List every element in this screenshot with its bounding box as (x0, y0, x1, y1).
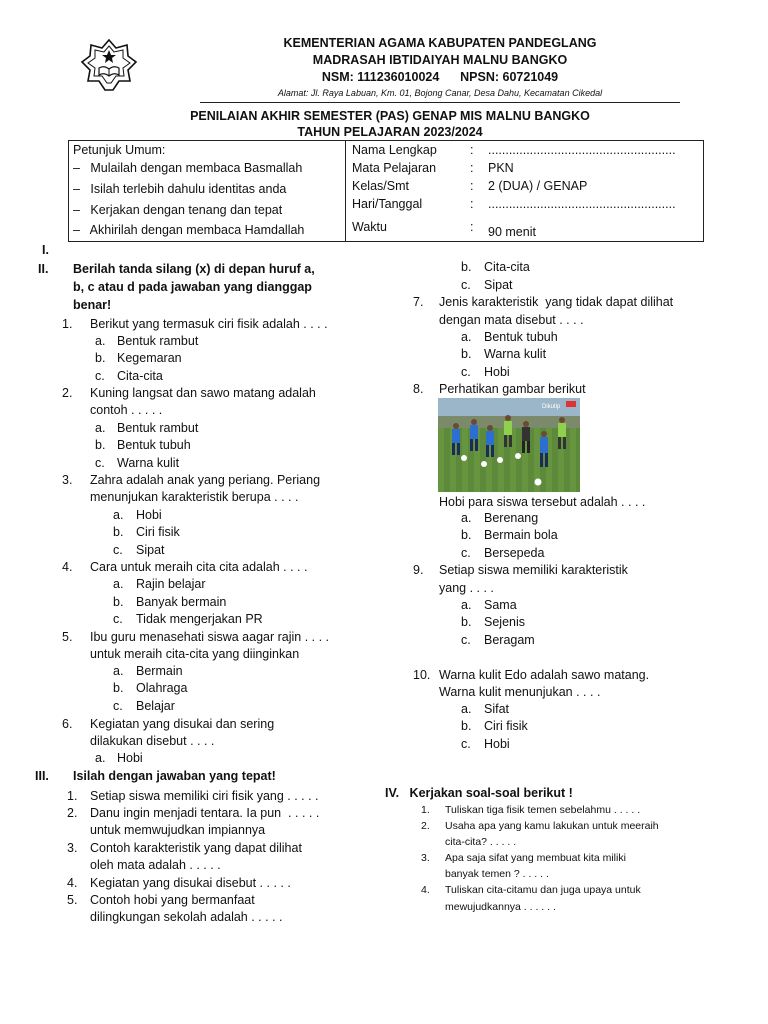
question-number: 4. (62, 560, 73, 574)
option-text: Bermain bola (484, 528, 558, 542)
question-text: banyak temen ? . . . . . (445, 868, 549, 880)
identity-date-value: ...................................................... (488, 197, 676, 211)
option-text: Hobi (484, 737, 510, 751)
option-letter: c. (113, 699, 123, 713)
option-letter: b. (95, 351, 106, 365)
option-text: Bermain (136, 664, 183, 678)
option-letter: a. (461, 702, 472, 716)
instructions-heading: Petunjuk Umum: (73, 143, 166, 157)
question-text: dengan mata disebut . . . . (439, 313, 584, 327)
question-number: 1. (421, 804, 430, 816)
option-text: Sifat (484, 702, 510, 716)
option-text: Ciri fisik (136, 525, 180, 539)
question-text: Cara untuk meraih cita cita adalah . . . . (90, 560, 308, 574)
option-text: Sipat (484, 278, 513, 292)
option-letter: b. (461, 719, 472, 733)
question-text: contoh . . . . . (90, 403, 163, 417)
option-letter: a. (95, 751, 106, 765)
section-3-number: III. (35, 769, 49, 783)
ball (515, 453, 521, 459)
identity-label: Waktu (352, 220, 387, 234)
identity-class-value: 2 (DUA) / GENAP (488, 179, 588, 193)
question-text: Warna kulit Edo adalah sawo matang. (439, 668, 650, 682)
option-letter: c. (461, 737, 471, 751)
question-number: 5. (67, 893, 78, 907)
question-text: Setiap siswa memiliki ciri fisik yang . . . . . (90, 789, 319, 803)
option-text: Beragam (484, 633, 535, 647)
option-letter: a. (461, 598, 472, 612)
question-text: Tuliskan cita-citamu dan juga upaya untuk (445, 884, 641, 896)
question-text: Usaha apa yang kamu lakukan untuk meeraih (445, 820, 659, 832)
identity-colon: : (470, 161, 474, 175)
question-text: Hobi para siswa tersebut adalah . . . . (439, 495, 646, 509)
question-number: 3. (62, 473, 73, 487)
question-text: Jenis karakteristik yang tidak dapat dilihat (439, 295, 674, 309)
question-number: 1. (62, 317, 73, 331)
option-text: Sejenis (484, 615, 525, 629)
question-text: Tuliskan tiga fisik temen sebelahmu . . . . . (445, 804, 641, 816)
option-text: Berenang (484, 511, 539, 525)
identity-label: Nama Lengkap (352, 143, 437, 157)
football-photo (438, 398, 580, 492)
question-number: 2. (421, 820, 430, 832)
question-text: Contoh hobi yang bermanfaat (90, 893, 255, 907)
school-name: MADRASAH IBTIDAIYAH MALNU BANGKO (312, 53, 568, 67)
option-letter: b. (113, 525, 124, 539)
question-text: Zahra adalah anak yang periang. Periang (90, 473, 321, 487)
identity-colon: : (470, 197, 474, 211)
question-number: 2. (67, 806, 78, 820)
question-number: 4. (67, 876, 78, 890)
ball (481, 461, 487, 467)
identity-colon: : (470, 179, 474, 193)
option-text: Hobi (484, 365, 510, 379)
info-box-divider (345, 140, 346, 241)
option-letter: c. (95, 369, 105, 383)
section-2-number: II. (38, 262, 49, 276)
option-text: Cita-cita (484, 260, 530, 274)
question-text: yang . . . . (439, 581, 494, 595)
section-1-number: I. (42, 243, 49, 257)
option-text: Banyak bermain (136, 595, 227, 609)
option-text: Sipat (136, 543, 165, 557)
question-text: Contoh karakteristik yang dapat dilihat (90, 841, 302, 855)
school-address: Alamat: Jl. Raya Labuan, Km. 01, Bojong Canar, Desa Dahu, Kecamatan Cikedal (277, 88, 603, 98)
option-letter: b. (113, 595, 124, 609)
question-number: 9. (413, 563, 424, 577)
ministry-emblem-icon (80, 38, 138, 92)
option-text: Belajar (136, 699, 175, 713)
question-number: 6. (62, 717, 73, 731)
question-number: 5. (62, 630, 73, 644)
section-2-title: b, c atau d pada jawaban yang dianggap (73, 280, 312, 294)
option-text: Bentuk tubuh (117, 438, 191, 452)
question-text: Berikut yang termasuk ciri fisik adalah . . . . (90, 317, 328, 331)
option-letter: a. (113, 577, 124, 591)
question-number: 7. (413, 295, 424, 309)
exam-year: TAHUN PELAJARAN 2023/2024 (297, 125, 483, 139)
identity-name-value: ...................................................... (488, 143, 676, 157)
question-text: Perhatikan gambar berikut (439, 382, 586, 396)
option-letter: a. (95, 334, 106, 348)
question-text: Warna kulit menunjukan . . . . (439, 685, 601, 699)
question-text: dilingkungan sekolah adalah . . . . . (90, 910, 283, 924)
identity-label: Mata Pelajaran (352, 161, 437, 175)
identity-subject-value: PKN (488, 161, 514, 175)
section-2-title: benar! (73, 298, 112, 312)
identity-time-value: 90 menit (488, 225, 536, 239)
option-text: Bentuk rambut (117, 334, 199, 348)
option-text: Ciri fisik (484, 719, 528, 733)
option-letter: a. (113, 508, 124, 522)
section-3-title: Isilah dengan jawaban yang tepat! (73, 769, 276, 783)
option-text: Cita-cita (117, 369, 163, 383)
ball (497, 457, 503, 463)
option-letter: a. (113, 664, 124, 678)
instruction-item: – Akhirilah dengan membaca Hamdallah (73, 223, 305, 237)
option-text: Hobi (136, 508, 162, 522)
ministry-name: KEMENTERIAN AGAMA KABUPATEN PANDEGLANG (283, 36, 597, 50)
question-text: Kegiatan yang disukai disebut . . . . . (90, 876, 291, 890)
question-text: oleh mata adalah . . . . . (90, 858, 221, 872)
option-letter: c. (95, 456, 105, 470)
option-letter: b. (113, 681, 124, 695)
option-text: Rajin belajar (136, 577, 206, 591)
question-text: Danu ingin menjadi tentara. Ia pun . . . . . (90, 806, 320, 820)
option-text: Bersepeda (484, 546, 545, 560)
identity-label: Hari/Tanggal (352, 197, 423, 211)
school-ids: NSM: 111236010024 NPSN: 60721049 (321, 70, 559, 84)
question-text: Ibu guru menasehati siswa aagar rajin . . . . (90, 630, 330, 644)
question-number: 3. (421, 852, 430, 864)
question-text: menunjukan karakteristik berupa . . . . (90, 490, 299, 504)
question-number: 2. (62, 386, 73, 400)
identity-colon: : (470, 143, 474, 157)
option-text: Bentuk tubuh (484, 330, 558, 344)
question-text: untuk meraih cita-cita yang diinginkan (90, 647, 300, 661)
instruction-item: – Mulailah dengan membaca Basmallah (73, 161, 303, 175)
option-text: Warna kulit (117, 456, 180, 470)
question-number: 8. (413, 382, 424, 396)
option-letter: b. (461, 260, 472, 274)
ball (461, 455, 467, 461)
option-letter: b. (461, 528, 472, 542)
option-letter: c. (461, 365, 471, 379)
question-text: Setiap siswa memiliki karakteristik (439, 563, 628, 577)
option-text: Hobi (117, 751, 143, 765)
question-number: 3. (67, 841, 78, 855)
option-letter: c. (461, 633, 471, 647)
option-letter: b. (461, 615, 472, 629)
option-text: Bentuk rambut (117, 421, 199, 435)
question-number: 1. (67, 789, 78, 803)
question-text: untuk memwujudkan impiannya (90, 823, 266, 837)
photo-watermark: Dikutip (542, 404, 561, 410)
identity-label: Kelas/Smt (352, 179, 409, 193)
option-letter: a. (95, 421, 106, 435)
ball (535, 479, 542, 486)
option-text: Kegemaran (117, 351, 182, 365)
option-letter: c. (461, 546, 471, 560)
option-letter: b. (95, 438, 106, 452)
option-text: Olahraga (136, 681, 188, 695)
question-number: 10. (413, 668, 431, 682)
option-letter: c. (113, 543, 123, 557)
section-4-title: IV. Kerjakan soal-soal berikut ! (385, 786, 573, 800)
identity-colon: : (470, 220, 474, 234)
option-letter: c. (461, 278, 471, 292)
instruction-item: – Isilah terlebih dahulu identitas anda (73, 182, 287, 196)
option-letter: a. (461, 511, 472, 525)
option-text: Tidak mengerjakan PR (136, 612, 263, 626)
question-text: Apa saja sifat yang membuat kita miliki (445, 852, 626, 864)
instruction-item: – Kerjakan dengan tenang dan tepat (73, 203, 283, 217)
question-text: Kegiatan yang disukai dan sering (90, 717, 275, 731)
question-number: 4. (421, 884, 430, 896)
question-text: Kuning langsat dan sawo matang adalah (90, 386, 316, 400)
exam-title: PENILAIAN AKHIR SEMESTER (PAS) GENAP MIS MALNU BANGKO (190, 109, 590, 123)
option-letter: a. (461, 330, 472, 344)
option-text: Warna kulit (484, 347, 547, 361)
section-2-title: Berilah tanda silang (x) di depan huruf a, (73, 262, 315, 276)
option-letter: c. (113, 612, 123, 626)
option-text: Sama (484, 598, 517, 612)
question-text: dilakukan disebut . . . . (90, 734, 215, 748)
option-letter: b. (461, 347, 472, 361)
question-text: mewujudkannya . . . . . . (445, 901, 556, 913)
header-rule (200, 102, 680, 103)
question-text: cita-cita? . . . . . (445, 836, 517, 848)
